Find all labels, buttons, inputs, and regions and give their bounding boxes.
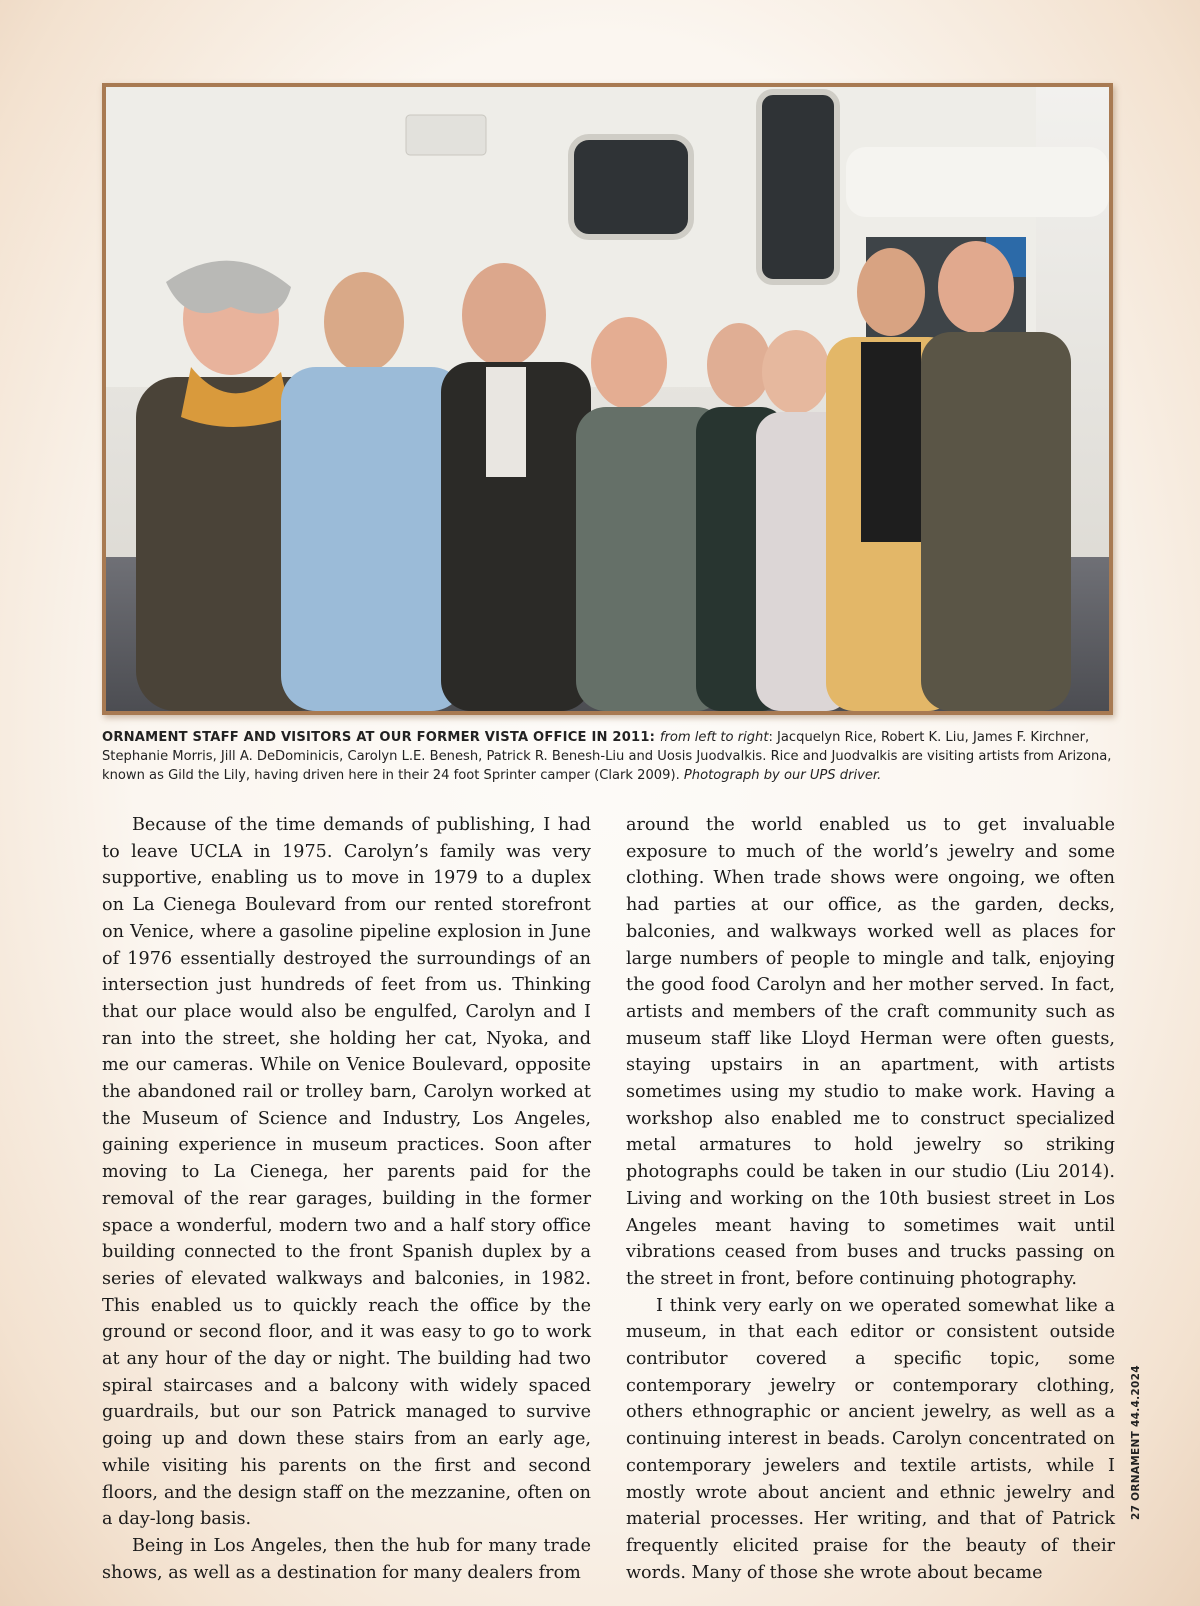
left-column (102, 812, 591, 1586)
right-column (626, 812, 1115, 1586)
caption-credit: Photograph by our UPS driver. (683, 768, 882, 783)
right-paragraph-2: I think very early on we operated somewhat like a museum, in that each editor or consistent outside contributor covered a specific topic, some contemporary jewelry or contemporary clothing, others ethnographic or ancient jewelry, as well as a continuing interest in beads. Carolyn concentrated on contemporary jewelers and textile artists, while I mostly wrote about ancient and ethnic jewelry and material processes. Her writing, and that of Patrick frequently elicited praise for the beauty of their words. Many of those she wrote about became (626, 1295, 1115, 1583)
left-paragraph-2: Being in Los Angeles, then the hub for many trade shows, as well as a destination for many dealers from (102, 1535, 591, 1583)
right-paragraph-1: around the world enabled us to get invaluable exposure to much of the world’s jewelry and some clothing. When trade shows were ongoing, we often had parties at our office, as the garden, decks, balconies, and walkways worked well as places for large numbers of people to mingle and talk, enjoying the good food Carolyn and her mother served. In fact, artists and members of the craft community such as museum staff like Lloyd Herman were often guests, staying upstairs in an apartment, with artists sometimes using my studio to make work. Having a workshop also enabled me to construct specialized metal armatures to hold jewelry so striking photographs could be taken in our studio (Liu 2014). Living and working on the 10th busiest street in Los Angeles meant having to sometimes wait until vibrations ceased from buses and trucks passing on the street in front, before continuing photography. (626, 815, 1115, 1289)
caption-order: from left to right (659, 730, 769, 745)
photo-caption (102, 728, 1117, 785)
group-photo-image (106, 87, 1109, 711)
caption-lead: ORNAMENT STAFF AND VISITORS AT OUR FORMER VISTA OFFICE IN 2011: (102, 730, 660, 745)
caption-body: : Jacquelyn Rice, Robert K. Liu, James F. Kirchner, Stephanie Morris, Jill A. DeDominicis, Carolyn L.E. Benesh, Patrick R. Benesh-Liu and Uosis Juodvalkis. Rice and Juodvalkis are visiting artists from Arizona, known as Gild the Lily, having driven here in their 24 foot Sprinter camper (Clark 2009). (102, 730, 1112, 783)
left-paragraph-1: Because of the time demands of publishing, I had to leave UCLA in 1975. Carolyn’s family was very supportive, enabling us to move in 1979 to a duplex on La Cienega Boulevard from our rented storefront on Venice, where a gasoline pipeline explosion in June of 1976 essentially destroyed the surroundings of an intersection just hundreds of feet from us. Thinking that our place would also be engulfed, Carolyn and I ran into the street, she holding her cat, Nyoka, and me our cameras. While on Venice Boulevard, opposite the abandoned rail or trolley barn, Carolyn worked at the Museum of Science and Industry, Los Angeles, gaining experience in museum practices. Soon after moving to La Cienega, her parents paid for the removal of the rear garages, building in the former space a wonderful, modern two and a half story office building connected to the front Spanish duplex by a series of elevated walkways and balconies, in 1982. This enabled us to quickly reach the office by the ground or second floor, and it was easy to go to work at any hour of the day or night. The building had two spiral staircases and a balcony with widely spaced guardrails, but our son Patrick managed to survive going up and down these stairs from an early age, while visiting his parents on the first and second floors, and the design staff on the mezzanine, often on a day-long basis. (102, 815, 591, 1530)
group-photo (102, 83, 1113, 715)
page-folio: 27 ORNAMENT 44.4.2024 (1130, 1365, 1142, 1520)
